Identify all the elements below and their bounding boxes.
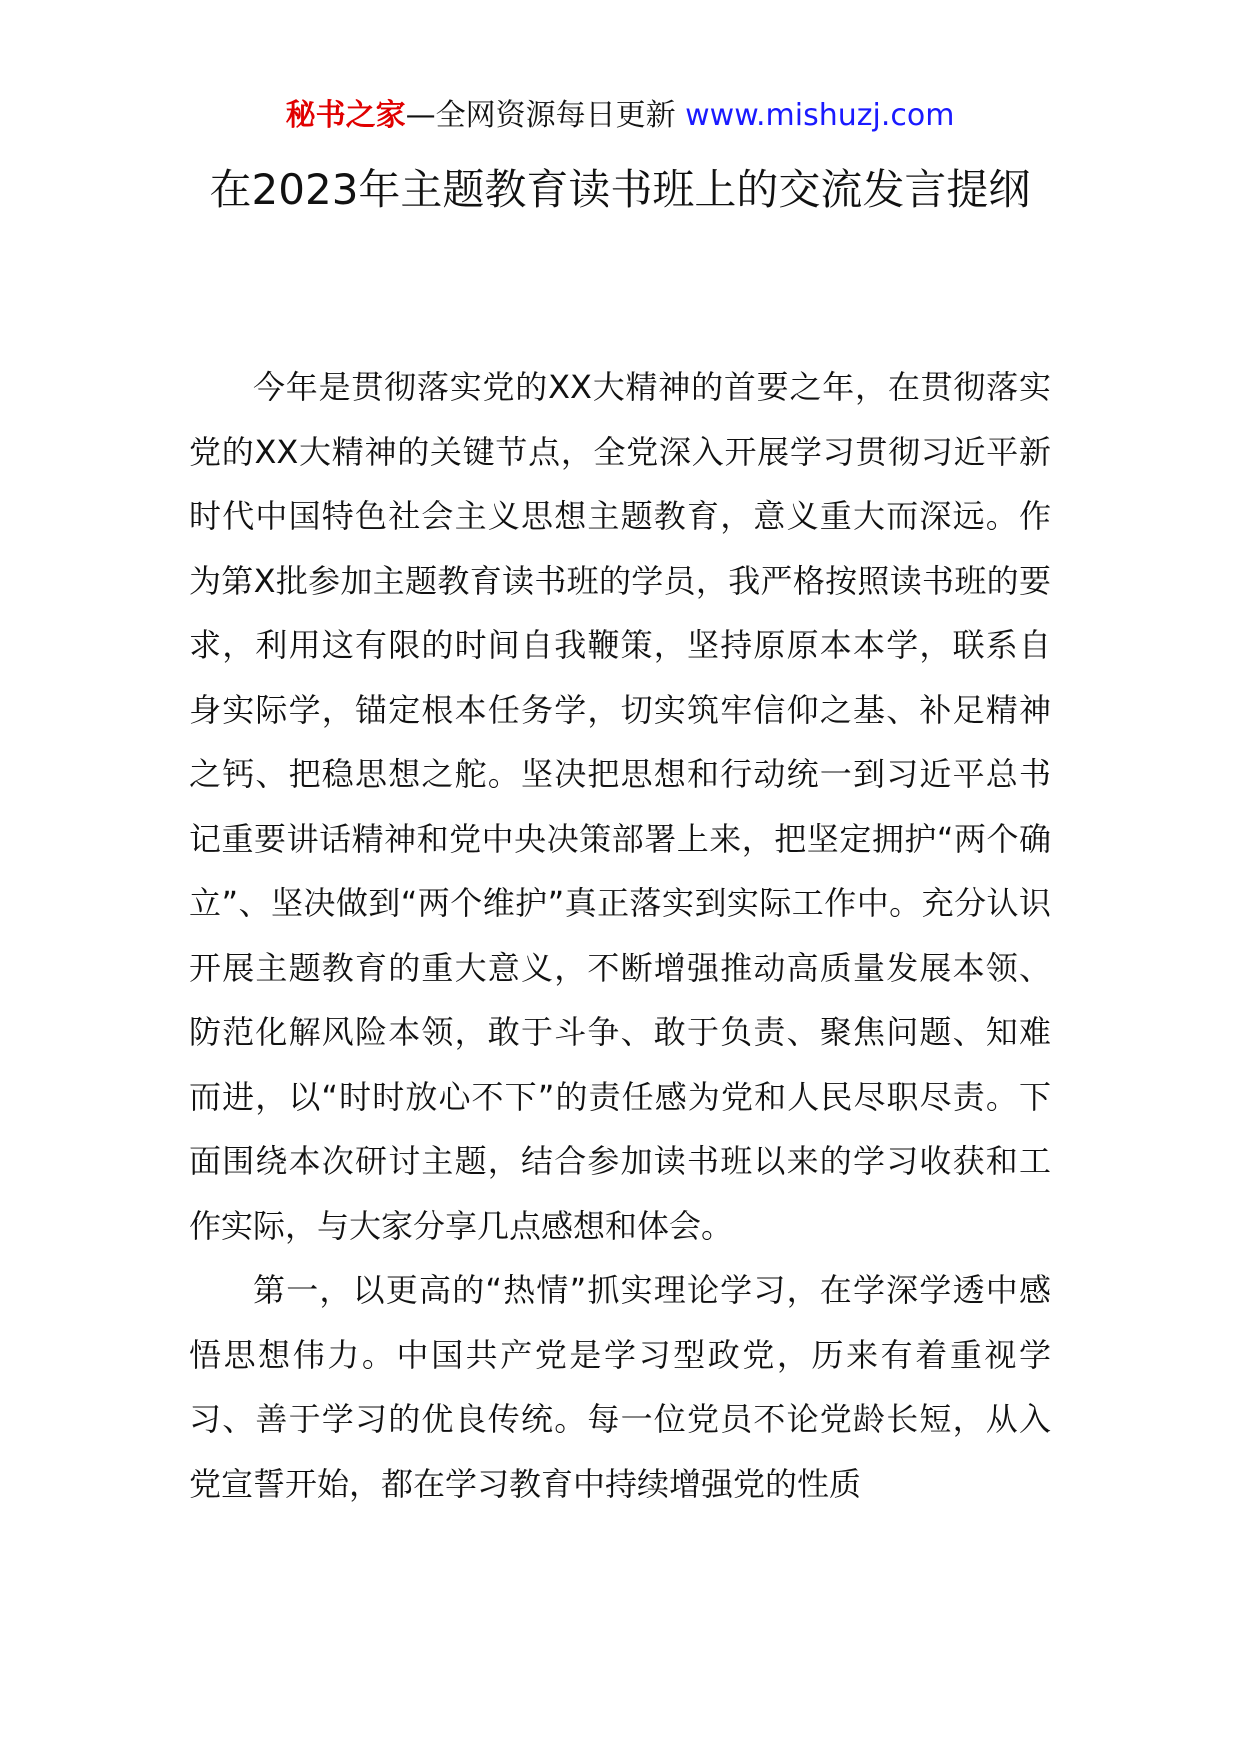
brand-url: www.mishuzj.com <box>685 98 955 133</box>
body-paragraph: 今年是贯彻落实党的XX大精神的首要之年，在贯彻落实党的XX大精神的关键节点，全党深入开展学习贯彻习近平新时代中国特色社会主义思想主题教育，意义重大而深远。作为第X批参加主题教育读书班的学员，我严格按照读书班的要求，利用这有限的时间自我鞭策，坚持原原本本学，联系自身实际学，锚定根本任务学，切实筑牢信仰之基、补足精神之钙、把稳思想之舵。坚决把思想和行动统一到习近平总书记重要讲话精神和党中央决策部署上来，把坚定拥护“两个确立”、坚决做到“两个维护”真正落实到实际工作中。充分认识开展主题教育的重大意义，不断增强推动高质量发展本领、防范化解风险本领，敢于斗争、敢于负责、聚焦问题、知难而进，以“时时放心不下”的责任感为党和人民尽职尽责。下面围绕本次研讨主题，结合参加读书班以来的学习收获和工作实际，与大家分享几点感想和体会。 <box>189 368 1051 1245</box>
brand-name: 秘书之家 <box>285 98 406 133</box>
site-watermark-header <box>0 96 1240 136</box>
brand-tagline: —全网资源每日更新 <box>405 98 676 133</box>
body-paragraph: 第一，以更高的“热情”抓实理论学习，在学深学透中感悟思想伟力。中国共产党是学习型政党，历来有着重视学习、善于学习的优良传统。每一位党员不论党龄长短，从入党宣誓开始，都在学习教育中持续增强党的性质 <box>189 1271 1051 1503</box>
document-title: 在2023年主题教育读书班上的交流发言提纲 <box>209 165 1031 214</box>
document-body <box>189 355 1051 1516</box>
